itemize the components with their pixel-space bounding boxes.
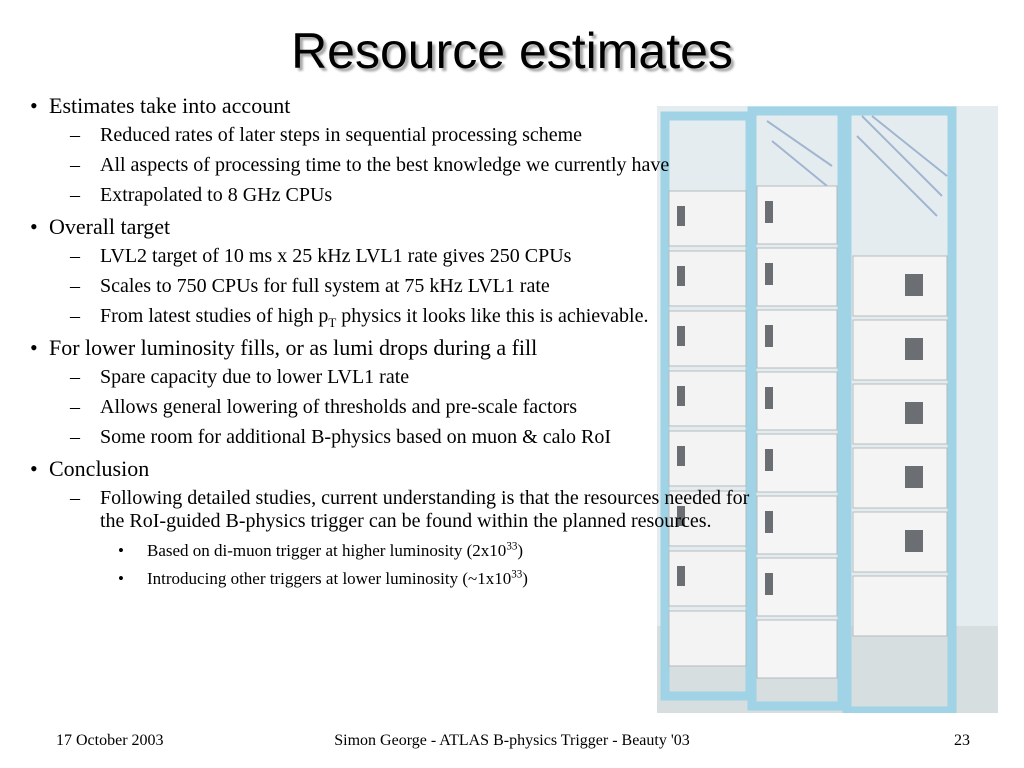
sub-bullet: – Some room for additional B-physics based on muon & calo RoI — [70, 426, 612, 448]
footer-title: Simon George - ATLAS B-physics Trigger - Beauty '03 — [334, 732, 690, 749]
sub-sub-bullet: • Based on di-muon trigger at higher luminosity $(2x10^{33})$ — [118, 540, 524, 560]
bullet-dot: • — [118, 569, 124, 588]
dash: – — [70, 487, 80, 509]
sub-bullet: – From latest studies of high $p_T$ physics it looks like this is achievable. — [70, 305, 649, 330]
dash: – — [70, 366, 80, 388]
bullet-dot: • — [30, 456, 38, 481]
bullet-conclusion: • Conclusion — [30, 456, 150, 481]
sub-bullet: – Following detailed studies, current understanding is that the resources needed for the RoI-guided B-physics trigger can be found within the planned resources. — [70, 487, 750, 532]
sub-bullet: – All aspects of processing time to the best knowledge we currently have — [70, 154, 670, 176]
sub-bullet: – Spare capacity due to lower LVL1 rate — [70, 366, 410, 388]
bullet-dot: • — [30, 335, 38, 360]
slide-body — [30, 93, 750, 596]
dash: – — [70, 426, 80, 448]
dash: – — [70, 275, 80, 297]
slide-title: Resource estimates — [291, 23, 733, 79]
bullet-estimates: • Estimates take into account — [30, 93, 291, 118]
dash: – — [70, 124, 80, 146]
dash: – — [70, 245, 80, 267]
bullet-dot: • — [30, 93, 38, 118]
footer-date: 17 October 2003 — [56, 732, 164, 749]
sub-bullet: – Reduced rates of later steps in sequential processing scheme — [70, 124, 583, 146]
page-number: 23 — [954, 732, 970, 749]
sub-sub-bullet: • Introducing other triggers at lower luminosity $(\sim 1x10^{33})$ — [118, 568, 528, 588]
dash: – — [70, 305, 80, 327]
bullet-dot: • — [118, 541, 124, 560]
dash: – — [70, 184, 80, 206]
sub-bullet: – Extrapolated to 8 GHz CPUs — [70, 184, 333, 206]
bullet-lower-luminosity: • For lower luminosity fills, or as lumi drops during a fill — [30, 335, 538, 360]
sub-bullet: – Scales to 750 CPUs for full system at 75 kHz LVL1 rate — [70, 275, 550, 297]
dash: – — [70, 154, 80, 176]
bullet-dot: • — [30, 214, 38, 239]
dash: – — [70, 396, 80, 418]
sub-bullet: – Allows general lowering of thresholds and pre-scale factors — [70, 396, 578, 418]
bullet-overall-target: • Overall target — [30, 214, 171, 239]
sub-bullet: – LVL2 target of 10 ms x 25 kHz LVL1 rate gives 250 CPUs — [70, 245, 572, 267]
